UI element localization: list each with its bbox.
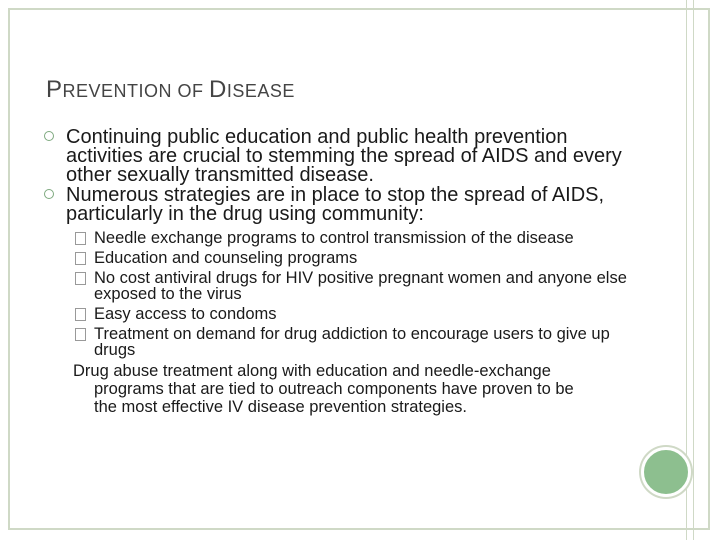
circle-bullet-icon [44,189,54,199]
sub-bullet-text: No cost antiviral drugs for HIV positive pregnant women and anyone else exposed to the virus [94,269,627,303]
bullet-item [46,186,631,224]
square-bullet-icon [75,328,86,341]
bullet-text: Continuing public education and public health prevention activities are crucial to stemming the spread of AIDS and every other sexually transmitted disease. [66,126,622,186]
square-bullet-icon [75,252,86,265]
sub-bullet-item [46,250,631,266]
title-initial-d: D [209,76,227,103]
closing-paragraph: Drug abuse treatment along with education and needle-exchange programs that are tied to outreach components have proven to be the most effective IV disease prevention strategies. [73,362,574,416]
sub-bullet-item [46,306,631,322]
sub-bullet-text: Education and counseling programs [94,249,358,267]
sub-bullet-text: Easy access to condoms [94,305,277,323]
slide-title [46,76,295,104]
bullet-item [46,128,631,185]
circle-bullet-icon [44,131,54,141]
sub-bullet-text: Treatment on demand for drug addiction to encourage users to give up drugs [94,325,610,359]
square-bullet-icon [75,232,86,245]
title-part-2: ISEASE [226,81,295,101]
square-bullet-icon [75,272,86,285]
slide-content [46,128,631,416]
square-bullet-icon [75,308,86,321]
sub-bullet-item [46,270,631,302]
sub-bullet-text: Needle exchange programs to control transmission of the disease [94,229,574,247]
sub-bullet-item [46,326,631,358]
decor-circle [641,447,691,497]
title-initial-p: P [46,76,63,103]
decor-line-right [693,0,694,540]
sub-bullet-item [46,230,631,246]
title-part-1: REVENTION OF [62,81,210,101]
bullet-text: Numerous strategies are in place to stop the spread of AIDS, particularly in the drug using community: [66,184,605,225]
